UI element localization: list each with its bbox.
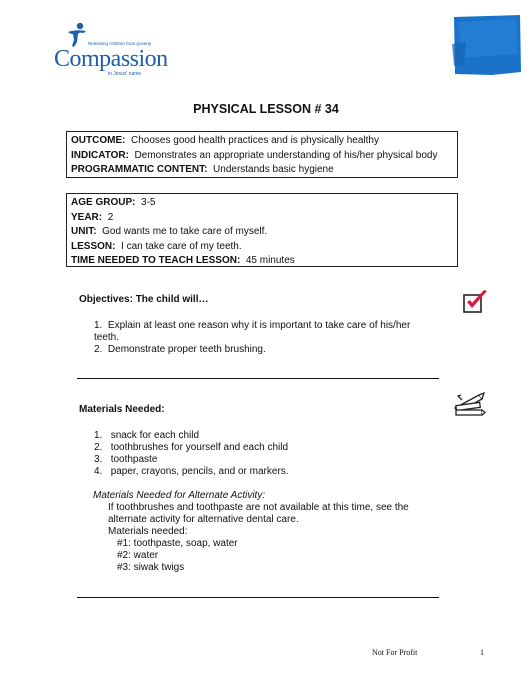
objective-text-2: Demonstrate proper teeth brushing.: [107, 344, 266, 355]
lesson-value: I can take care of my teeth.: [121, 240, 242, 252]
materials-heading: Materials Needed:: [79, 404, 165, 415]
year-row: [71, 211, 453, 226]
material-num-4: 4.: [94, 466, 103, 477]
alt-material-item-3: #3: siwak twigs: [117, 562, 185, 573]
section-divider: [77, 378, 439, 379]
lesson-label: LESSON:: [71, 240, 116, 252]
age-group-label: AGE GROUP:: [71, 197, 136, 208]
material-item-2: [94, 442, 288, 454]
lesson-row: [71, 240, 453, 255]
outcome-row: [71, 134, 453, 149]
footer-note: Not For Profit: [372, 648, 418, 657]
page-title: PHYSICAL LESSON # 34: [193, 102, 339, 116]
material-item-1: [94, 430, 199, 442]
logo-tagline: Releasing children from poverty: [88, 41, 152, 46]
indicator-row: [71, 149, 453, 164]
indicator-label: INDICATOR:: [71, 149, 129, 161]
programmatic-content-row: [71, 163, 453, 178]
programmatic-content-label: PROGRAMMATIC CONTENT:: [71, 164, 208, 175]
objective-num-2: 2.: [94, 344, 103, 355]
alt-materials-line-2: alternate activity for alternative dental care.: [108, 514, 299, 525]
material-num-2: 2.: [94, 442, 103, 453]
lesson-info-box: [66, 193, 458, 267]
age-group-row: [71, 196, 453, 211]
time-needed-label: TIME NEEDED TO TEACH LESSON:: [71, 255, 241, 266]
logo-wordmark: Compassion: [54, 46, 168, 72]
year-label: YEAR:: [71, 211, 103, 223]
section-divider-bottom: [77, 597, 439, 598]
outcome-label: OUTCOME:: [71, 135, 126, 146]
time-needed-row: [71, 254, 453, 269]
objective-item-2: [94, 344, 266, 356]
year-value: 2: [107, 211, 114, 223]
material-text-1: snack for each child: [110, 430, 200, 441]
outcome-value: Chooses good health practices and is physically healthy: [131, 135, 379, 146]
programmatic-content-value: Understands basic hygiene: [213, 164, 334, 175]
child-figure-icon: [66, 22, 88, 48]
objective-text-1: Explain at least one reason why it is important to take care of his/her: [107, 320, 411, 331]
crayons-pencil-icon: [452, 391, 486, 417]
age-group-value: 3-5: [141, 197, 156, 208]
material-num-1: 1.: [94, 430, 103, 441]
material-item-4: [94, 466, 289, 478]
material-text-3: toothpaste: [110, 454, 158, 465]
alt-materials-line-1: If toothbrushes and toothpaste are not available at this time, see the: [108, 502, 409, 513]
time-needed-value: 45 minutes: [245, 255, 295, 266]
material-item-3: [94, 454, 157, 466]
indicator-value: Demonstrates an appropriate understanding of his/her physical body: [134, 149, 438, 161]
blue-accent-block: [452, 14, 522, 76]
material-text-2: toothbrushes for yourself and each child: [110, 442, 289, 453]
unit-label: UNIT:: [71, 226, 97, 237]
alt-materials-heading: Materials Needed for Alternate Activity:: [93, 490, 266, 501]
alt-materials-line-3: Materials needed:: [108, 526, 188, 537]
material-text-4: paper, crayons, pencils, and or markers.: [110, 466, 289, 477]
objective-item-1-cont: teeth.: [94, 332, 120, 343]
compassion-logo: [52, 20, 172, 77]
material-num-3: 3.: [94, 454, 103, 465]
objective-item-1: [94, 320, 410, 332]
alt-material-item-1: #1: toothpaste, soap, water: [117, 538, 238, 549]
alt-material-item-2: #2: water: [117, 550, 159, 561]
outcome-box: [66, 131, 458, 178]
objectives-heading: Objectives: The child will…: [79, 294, 209, 305]
unit-row: [71, 225, 453, 240]
objective-num-1: 1.: [94, 320, 103, 331]
logo-subline: in Jesus' name: [108, 71, 142, 77]
unit-value: God wants me to take care of myself.: [102, 226, 268, 237]
page-number: 1: [480, 648, 484, 657]
checkbox-check-icon: [462, 288, 490, 316]
